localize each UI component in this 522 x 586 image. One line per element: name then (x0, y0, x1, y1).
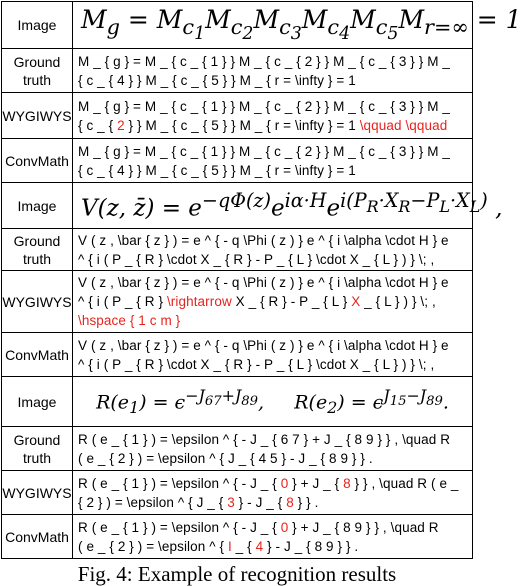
latex-text: R ( e _ { 1 } ) = \epsilon ^ { - J _ { (78, 519, 281, 535)
latex-line: V ( z , \bar { z } ) = e ^ { - q \Phi ( z ) } e ^ { i \alpha \cdot H } e (78, 232, 449, 248)
latex-text: } } , \quad R ( e _ (350, 475, 459, 491)
error-token: 0 (280, 475, 289, 491)
formula-image: $M_g = M_{c_1}M_{c_2}M_{c_3}M_{c_4}M_{c_5}M_{r=\infty} = 1$ (73, 2, 473, 49)
latex-line: M _ { g } = M _ { c _ { 1 } } M _ { c _ { 2 } } M _ { c _ { 3 } } M _ (78, 53, 451, 69)
latex-text: ^ { i ( P _ { R } (78, 294, 167, 309)
row-label: Image (2, 2, 73, 49)
row-label: Ground truth (2, 49, 73, 93)
latex-text: X _ { R } - P _ { L } (231, 294, 352, 309)
error-token: I (227, 538, 232, 554)
error-token: 8 (286, 494, 294, 510)
figure-caption: Fig. 4: Example of recognition results (77, 562, 397, 586)
latex-line: M _ { g } = M _ { c _ { 1 } } M _ { c _ { 2 } } M _ { c _ { 3 } } M _ (78, 98, 451, 114)
latex-line (78, 518, 468, 537)
table-row (2, 49, 473, 93)
latex-line: M _ { g } = M _ { c _ { 1 } } M _ { c _ { 2 } } M _ { c _ { 3 } } M _ (78, 143, 451, 159)
latex-output (73, 139, 473, 183)
recognition-results-table (1, 1, 522, 559)
row-label: Ground truth (2, 229, 73, 271)
table-row (2, 93, 473, 139)
latex-line: V ( z , \bar { z } ) = e ^ { - q \Phi ( z ) } e ^ { i \alpha \cdot H } e (78, 337, 449, 353)
latex-line: { c _ { 4 } } M _ { c _ { 5 } } M _ { r = \infty } = 1 (78, 162, 356, 178)
latex-text: } + J _ { (288, 475, 344, 491)
table-row (2, 271, 473, 333)
latex-text: ( e _ { 2 } ) = \epsilon ^ { (78, 538, 228, 554)
latex-text: } } M _ { c _ { 5 } } M _ { r = \infty } = 1 (124, 117, 360, 133)
latex-output (73, 515, 473, 559)
latex-output (73, 229, 473, 271)
row-label: ConvMath (2, 515, 73, 559)
error-token: 3 (227, 494, 235, 510)
table-row (2, 427, 473, 471)
error-token: \rightarrow (166, 294, 232, 309)
latex-text: } - J _ { (234, 494, 287, 510)
latex-line (78, 292, 468, 311)
latex-output (73, 427, 473, 471)
latex-text: R ( e _ { 1 } ) = \epsilon ^ { - J _ { (78, 475, 281, 491)
latex-line: ^ { i ( P _ { R } \cdot X _ { R } - P _ { L } \cdot X _ { L } ) } \; , (78, 356, 435, 372)
formula-image: $R(e_1) = \epsilon^{-J_{67}+J_{89}}$, $R(e_2) = \epsilon^{J_{15}-J_{89}}$. (73, 377, 473, 427)
latex-line (78, 116, 468, 135)
latex-text: _ { L } ) } \; , (360, 294, 436, 309)
row-label: Ground truth (2, 427, 73, 471)
table-row (2, 471, 473, 515)
latex-line (78, 537, 468, 556)
latex-output (73, 93, 473, 139)
latex-line (78, 493, 468, 512)
row-label: WYGIWYS (2, 471, 73, 515)
latex-line (78, 474, 468, 493)
formula-image: V(z, z̄) = $e^{-q\Phi(z)}e^{i\alpha\cdot H}e^{i(P_R\cdot X_R-P_L\cdot X_L)}$ , (73, 183, 473, 229)
error-token: \qquad \qquad (359, 117, 448, 133)
table-row (2, 377, 473, 427)
table-row (2, 333, 473, 377)
error-token: 0 (280, 519, 289, 535)
row-label: Image (2, 377, 73, 427)
row-label: WYGIWYS (2, 93, 73, 139)
latex-text: { c _ { (78, 117, 118, 133)
table-row (2, 139, 473, 183)
latex-output (73, 49, 473, 93)
latex-text: } - J _ { 8 9 } } . (263, 538, 359, 554)
latex-text: _ { (231, 538, 256, 554)
latex-line: R ( e _ { 1 } ) = \epsilon ^ { - J _ { 6 7 } + J _ { 8 9 } } , \quad R (78, 431, 451, 447)
latex-line: ^ { i ( P _ { R } \cdot X _ { R } - P _ { L } \cdot X _ { L } ) } \; , (78, 251, 435, 267)
latex-line: { c _ { 4 } } M _ { c _ { 5 } } M _ { r = \infty } = 1 (78, 72, 356, 88)
table-row (2, 2, 473, 49)
row-label: Image (2, 183, 73, 229)
row-label: ConvMath (2, 139, 73, 183)
error-token: \hspace { 1 c m } (78, 313, 181, 328)
latex-line: ( e _ { 2 } ) = \epsilon ^ { J _ { 4 5 } - J _ { 8 9 } } . (78, 450, 373, 466)
error-token: X (351, 294, 361, 309)
latex-output (73, 333, 473, 377)
table-row (2, 515, 473, 559)
row-label: ConvMath (2, 333, 73, 377)
row-label: WYGIWYS (2, 271, 73, 333)
error-token: 8 (343, 475, 351, 491)
error-token: 4 (255, 538, 264, 554)
latex-text: { 2 } ) = \epsilon ^ { J _ { (78, 494, 228, 510)
table-row (2, 229, 473, 271)
table-row (2, 183, 473, 229)
error-token: 2 (117, 117, 125, 133)
latex-output (73, 271, 473, 333)
latex-text: } + J _ { 8 9 } } , \quad R (288, 519, 439, 535)
latex-line: V ( z , \bar { z } ) = e ^ { - q \Phi ( z ) } e ^ { i \alpha \cdot H } e (78, 275, 449, 290)
latex-output (73, 471, 473, 515)
latex-text: } } . (293, 494, 319, 510)
